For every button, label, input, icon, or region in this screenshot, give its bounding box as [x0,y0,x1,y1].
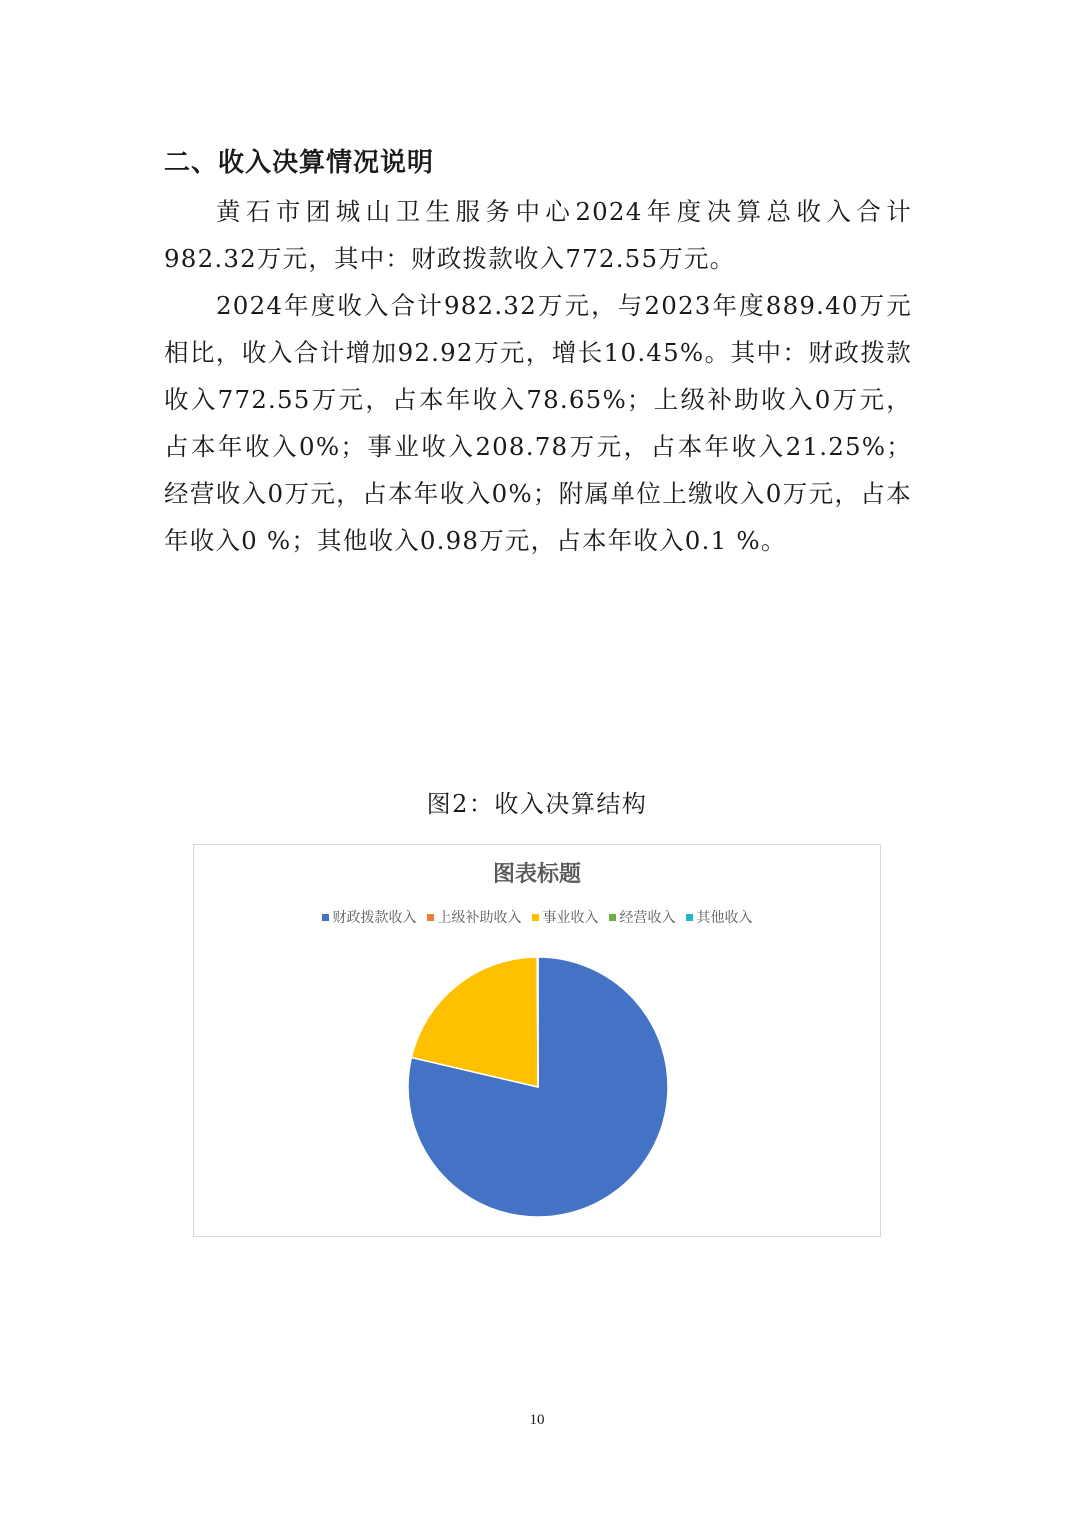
chart-container [193,844,881,1237]
chart-title: 图表标题 [492,862,581,887]
figure-caption: 图2：收入决算结构 [426,790,648,818]
pie-chart [194,845,882,1238]
page-number: 10 [529,1412,545,1428]
detail-paragraph: 2024年度收入合计982.32万元，与2023年度889.40万元相比，收入合计增加92.92万元，增长10.45%。其中：财政拨款收入772.55万元，占本年收入78.65%；上级补助收入0万元，占本年收入0%；事业收入208.78万元，占本年收入21.25%；经营收入0万元，占本年收入0%；附属单位上缴收入0万元，占本年收入0 %；其他收入0.98万元，占本年收入0.1 %。 [164,291,912,555]
legend-label: 财政拨款收入 [332,910,417,926]
pie-slice [537,957,538,1087]
legend-label: 事业收入 [542,910,599,926]
legend-label: 其他收入 [696,910,753,926]
legend-label: 经营收入 [619,910,676,926]
section-heading: 二、收入决算情况说明 [164,148,435,178]
legend-label: 上级补助收入 [437,910,522,926]
summary-paragraph: 黄石市团城山卫生服务中心2024年度决算总收入合计982.32万元，其中：财政拨款收入772.55万元。 [164,197,912,273]
